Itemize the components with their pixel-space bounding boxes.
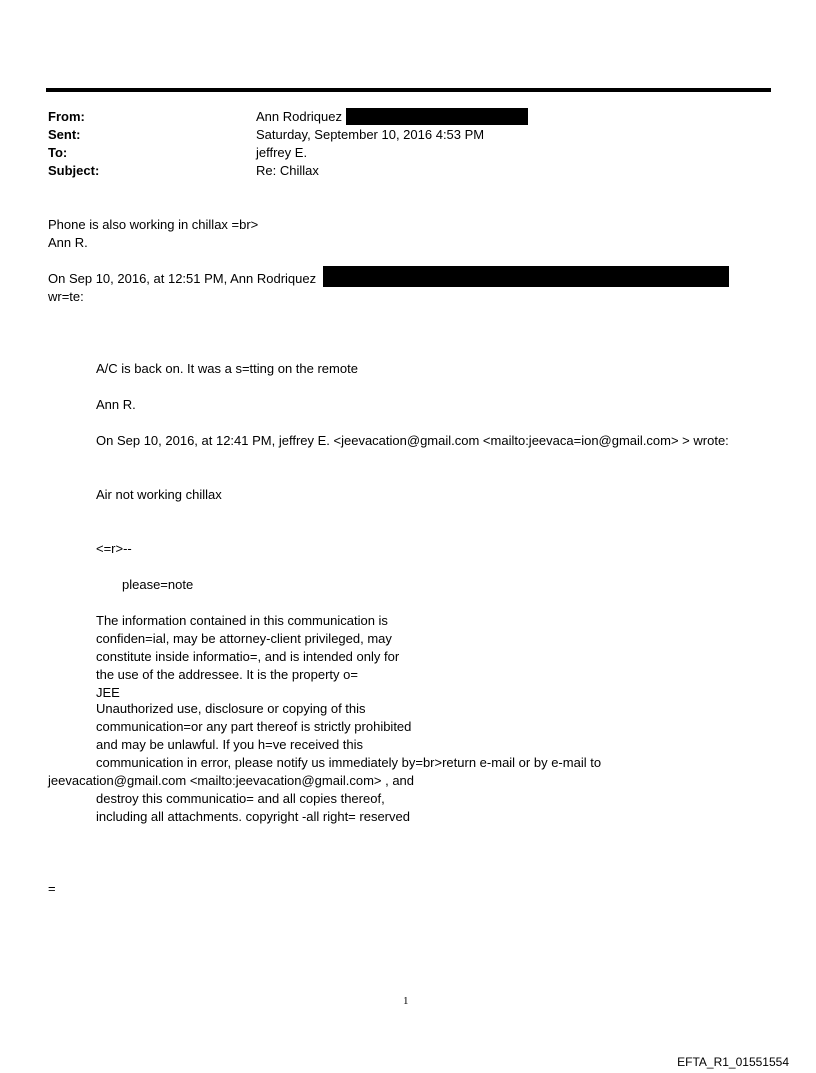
- redaction-box: [346, 108, 528, 125]
- page-number: 1: [403, 995, 409, 1007]
- to-label: To:: [48, 145, 68, 160]
- reply-text: A/C is back on. It was a s=tting on the remote: [96, 361, 358, 376]
- body-signature: Ann R.: [48, 235, 88, 250]
- bates-number: EFTA_R1_01551554: [677, 1055, 789, 1069]
- sent-label: Sent:: [48, 127, 81, 142]
- disclaimer-line: jeevacation@gmail.com <mailto:jeevacation@gmail.com> , and: [48, 773, 415, 788]
- from-label: From:: [48, 109, 85, 124]
- sent-value: Saturday, September 10, 2016 4:53 PM: [256, 127, 485, 142]
- redaction-box: [323, 266, 729, 287]
- subject-value: Re: Chillax: [256, 163, 319, 178]
- quote-header: On Sep 10, 2016, at 12:51 PM, Ann Rodriquez: [48, 271, 317, 286]
- disclaimer-line: and may be unlawful. If you h=ve received this: [96, 737, 364, 752]
- quote-header-wrap: wr=te:: [48, 289, 84, 304]
- subject-label: Subject:: [48, 163, 100, 178]
- disclaimer-line: constitute inside informatio=, and is intended only for: [96, 649, 400, 664]
- disclaimer-line: confiden=ial, may be attorney-client privileged, may: [96, 631, 392, 646]
- disclaimer-line: the use of the addressee. It is the property o=: [96, 667, 358, 682]
- disclaimer-line: Unauthorized use, disclosure or copying of this: [96, 701, 366, 716]
- original-message: Air not working chillax: [96, 487, 222, 502]
- note-heading: please=note: [122, 577, 194, 592]
- disclaimer-line: including all attachments. copyright -all right= reserved: [96, 809, 410, 824]
- to-value: jeffrey E.: [256, 145, 308, 160]
- trailing-character: =: [48, 881, 56, 896]
- body-line: Phone is also working in chillax =br>: [48, 217, 259, 232]
- quote-header: On Sep 10, 2016, at 12:41 PM, jeffrey E. <jeevacation@gmail.com <mailto:jeevaca=ion@gmail.com> > wrote:: [96, 433, 729, 448]
- from-value: Ann Rodriquez: [256, 109, 342, 124]
- reply-signature: Ann R.: [96, 397, 136, 412]
- disclaimer-line: The information contained in this communication is: [96, 613, 388, 628]
- disclaimer-line: destroy this communicatio= and all copies thereof,: [96, 791, 385, 806]
- disclaimer-line: communication=or any part thereof is strictly prohibited: [96, 719, 412, 734]
- disclaimer-line: communication in error, please notify us immediately by=br>return e-mail or by e-mail to: [96, 755, 602, 770]
- header-rule: [46, 88, 771, 92]
- separator-text: <=r>--: [96, 541, 132, 556]
- disclaimer-line: JEE: [96, 685, 120, 700]
